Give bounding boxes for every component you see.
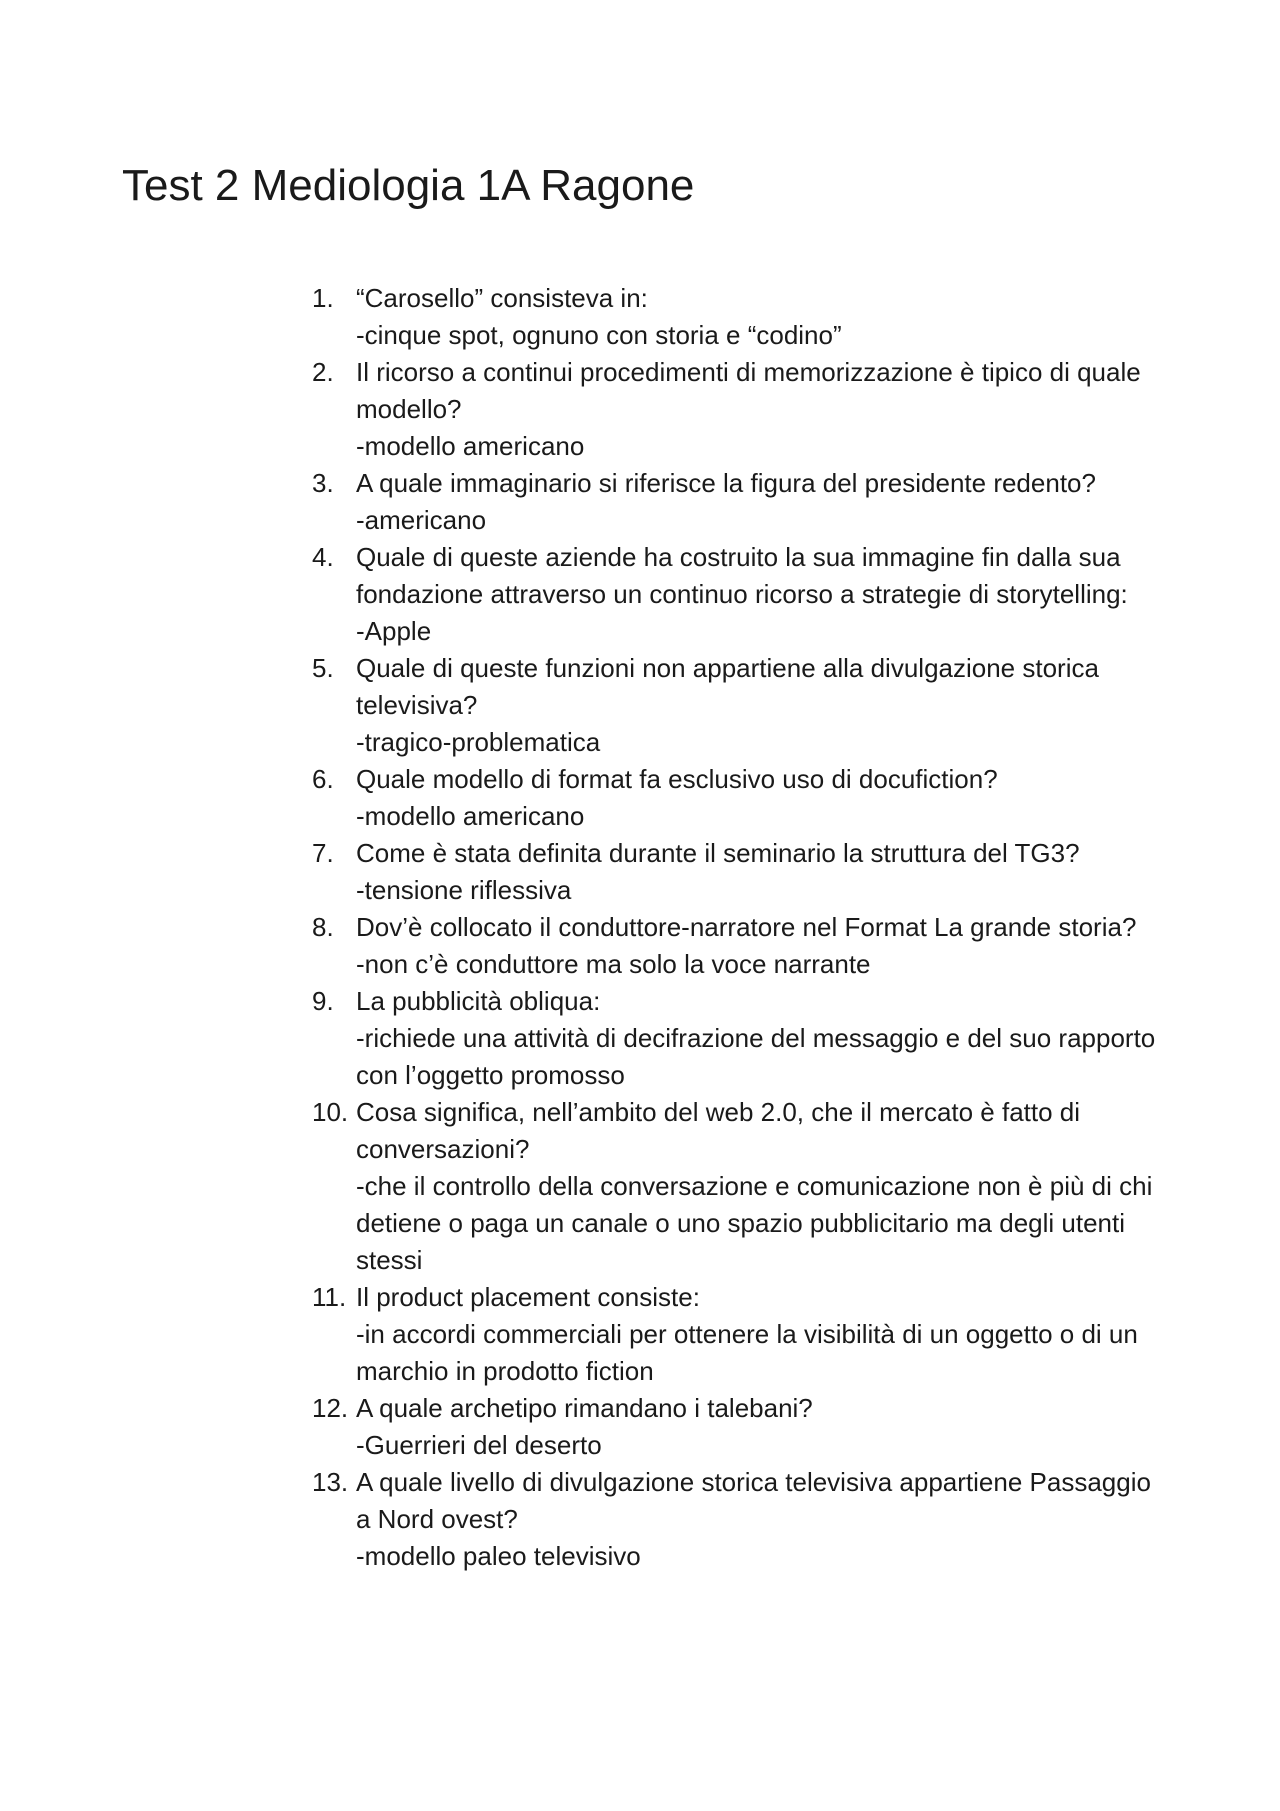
question-item-10 xyxy=(312,1094,1172,1279)
question-number: 4. xyxy=(312,542,334,572)
question-answer: -Guerrieri del deserto xyxy=(356,1430,602,1460)
question-text: Il product placement consiste: xyxy=(356,1282,700,1312)
question-answer: -che il controllo della conversazione e comunicazione non è più di chi detiene o paga un canale o uno spazio pubblicitario ma degli utenti stessi xyxy=(356,1171,1153,1275)
question-answer: -tragico-problematica xyxy=(356,727,601,757)
question-number: 13. xyxy=(312,1467,349,1497)
question-text: Dov’è collocato il conduttore-narratore nel Format La grande storia? xyxy=(356,912,1137,942)
question-answer: -Apple xyxy=(356,616,432,646)
question-number: 10. xyxy=(312,1097,349,1127)
question-answer: -in accordi commerciali per ottenere la visibilità di un oggetto o di un marchio in prodotto fiction xyxy=(356,1319,1138,1386)
question-number: 7. xyxy=(312,838,334,868)
question-answer: -modello americano xyxy=(356,801,585,831)
question-text: “Carosello” consisteva in: xyxy=(356,283,648,313)
question-answer: -modello americano xyxy=(356,431,585,461)
question-item-7 xyxy=(312,835,1172,909)
question-text: A quale immaginario si riferisce la figura del presidente redento? xyxy=(356,468,1096,498)
question-text: Quale modello di format fa esclusivo uso di docufiction? xyxy=(356,764,998,794)
question-answer: -modello paleo televisivo xyxy=(356,1541,641,1571)
question-list xyxy=(312,280,1172,1575)
question-number: 12. xyxy=(312,1393,349,1423)
question-text: A quale livello di divulgazione storica televisiva appartiene Passaggio a Nord ovest? xyxy=(356,1467,1151,1534)
question-text: A quale archetipo rimandano i talebani? xyxy=(356,1393,813,1423)
question-answer: -richiede una attività di decifrazione del messaggio e del suo rapporto con l’oggetto promosso xyxy=(356,1023,1156,1090)
question-number: 9. xyxy=(312,986,334,1016)
question-answer: -non c’è conduttore ma solo la voce narrante xyxy=(356,949,871,979)
question-answer: -americano xyxy=(356,505,487,535)
question-text: Quale di queste funzioni non appartiene alla divulgazione storica televisiva? xyxy=(356,653,1099,720)
question-answer: -tensione riflessiva xyxy=(356,875,572,905)
question-text: La pubblicità obliqua: xyxy=(356,986,601,1016)
question-item-3 xyxy=(312,465,1172,539)
question-item-8 xyxy=(312,909,1172,983)
document-title: Test 2 Mediologia 1A Ragone xyxy=(122,161,695,210)
question-text: Cosa significa, nell’ambito del web 2.0, che il mercato è fatto di conversazioni? xyxy=(356,1097,1081,1164)
question-item-9 xyxy=(312,983,1172,1094)
question-item-1 xyxy=(312,280,1172,354)
question-item-6 xyxy=(312,761,1172,835)
question-item-13 xyxy=(312,1464,1172,1575)
question-number: 2. xyxy=(312,357,334,387)
question-answer: -cinque spot, ognuno con storia e “codino” xyxy=(356,320,842,350)
question-number: 8. xyxy=(312,912,334,942)
question-item-12 xyxy=(312,1390,1172,1464)
question-text: Quale di queste aziende ha costruito la sua immagine fin dalla sua fondazione attraverso un continuo ricorso a strategie di storytelling: xyxy=(356,542,1128,609)
question-item-2 xyxy=(312,354,1172,465)
question-text: Il ricorso a continui procedimenti di memorizzazione è tipico di quale modello? xyxy=(356,357,1141,424)
question-text: Come è stata definita durante il seminario la struttura del TG3? xyxy=(356,838,1080,868)
question-item-11 xyxy=(312,1279,1172,1390)
question-number: 1. xyxy=(312,283,334,313)
question-item-5 xyxy=(312,650,1172,761)
question-number: 3. xyxy=(312,468,334,498)
question-number: 11. xyxy=(312,1282,347,1312)
question-number: 5. xyxy=(312,653,334,683)
question-item-4 xyxy=(312,539,1172,650)
question-number: 6. xyxy=(312,764,334,794)
